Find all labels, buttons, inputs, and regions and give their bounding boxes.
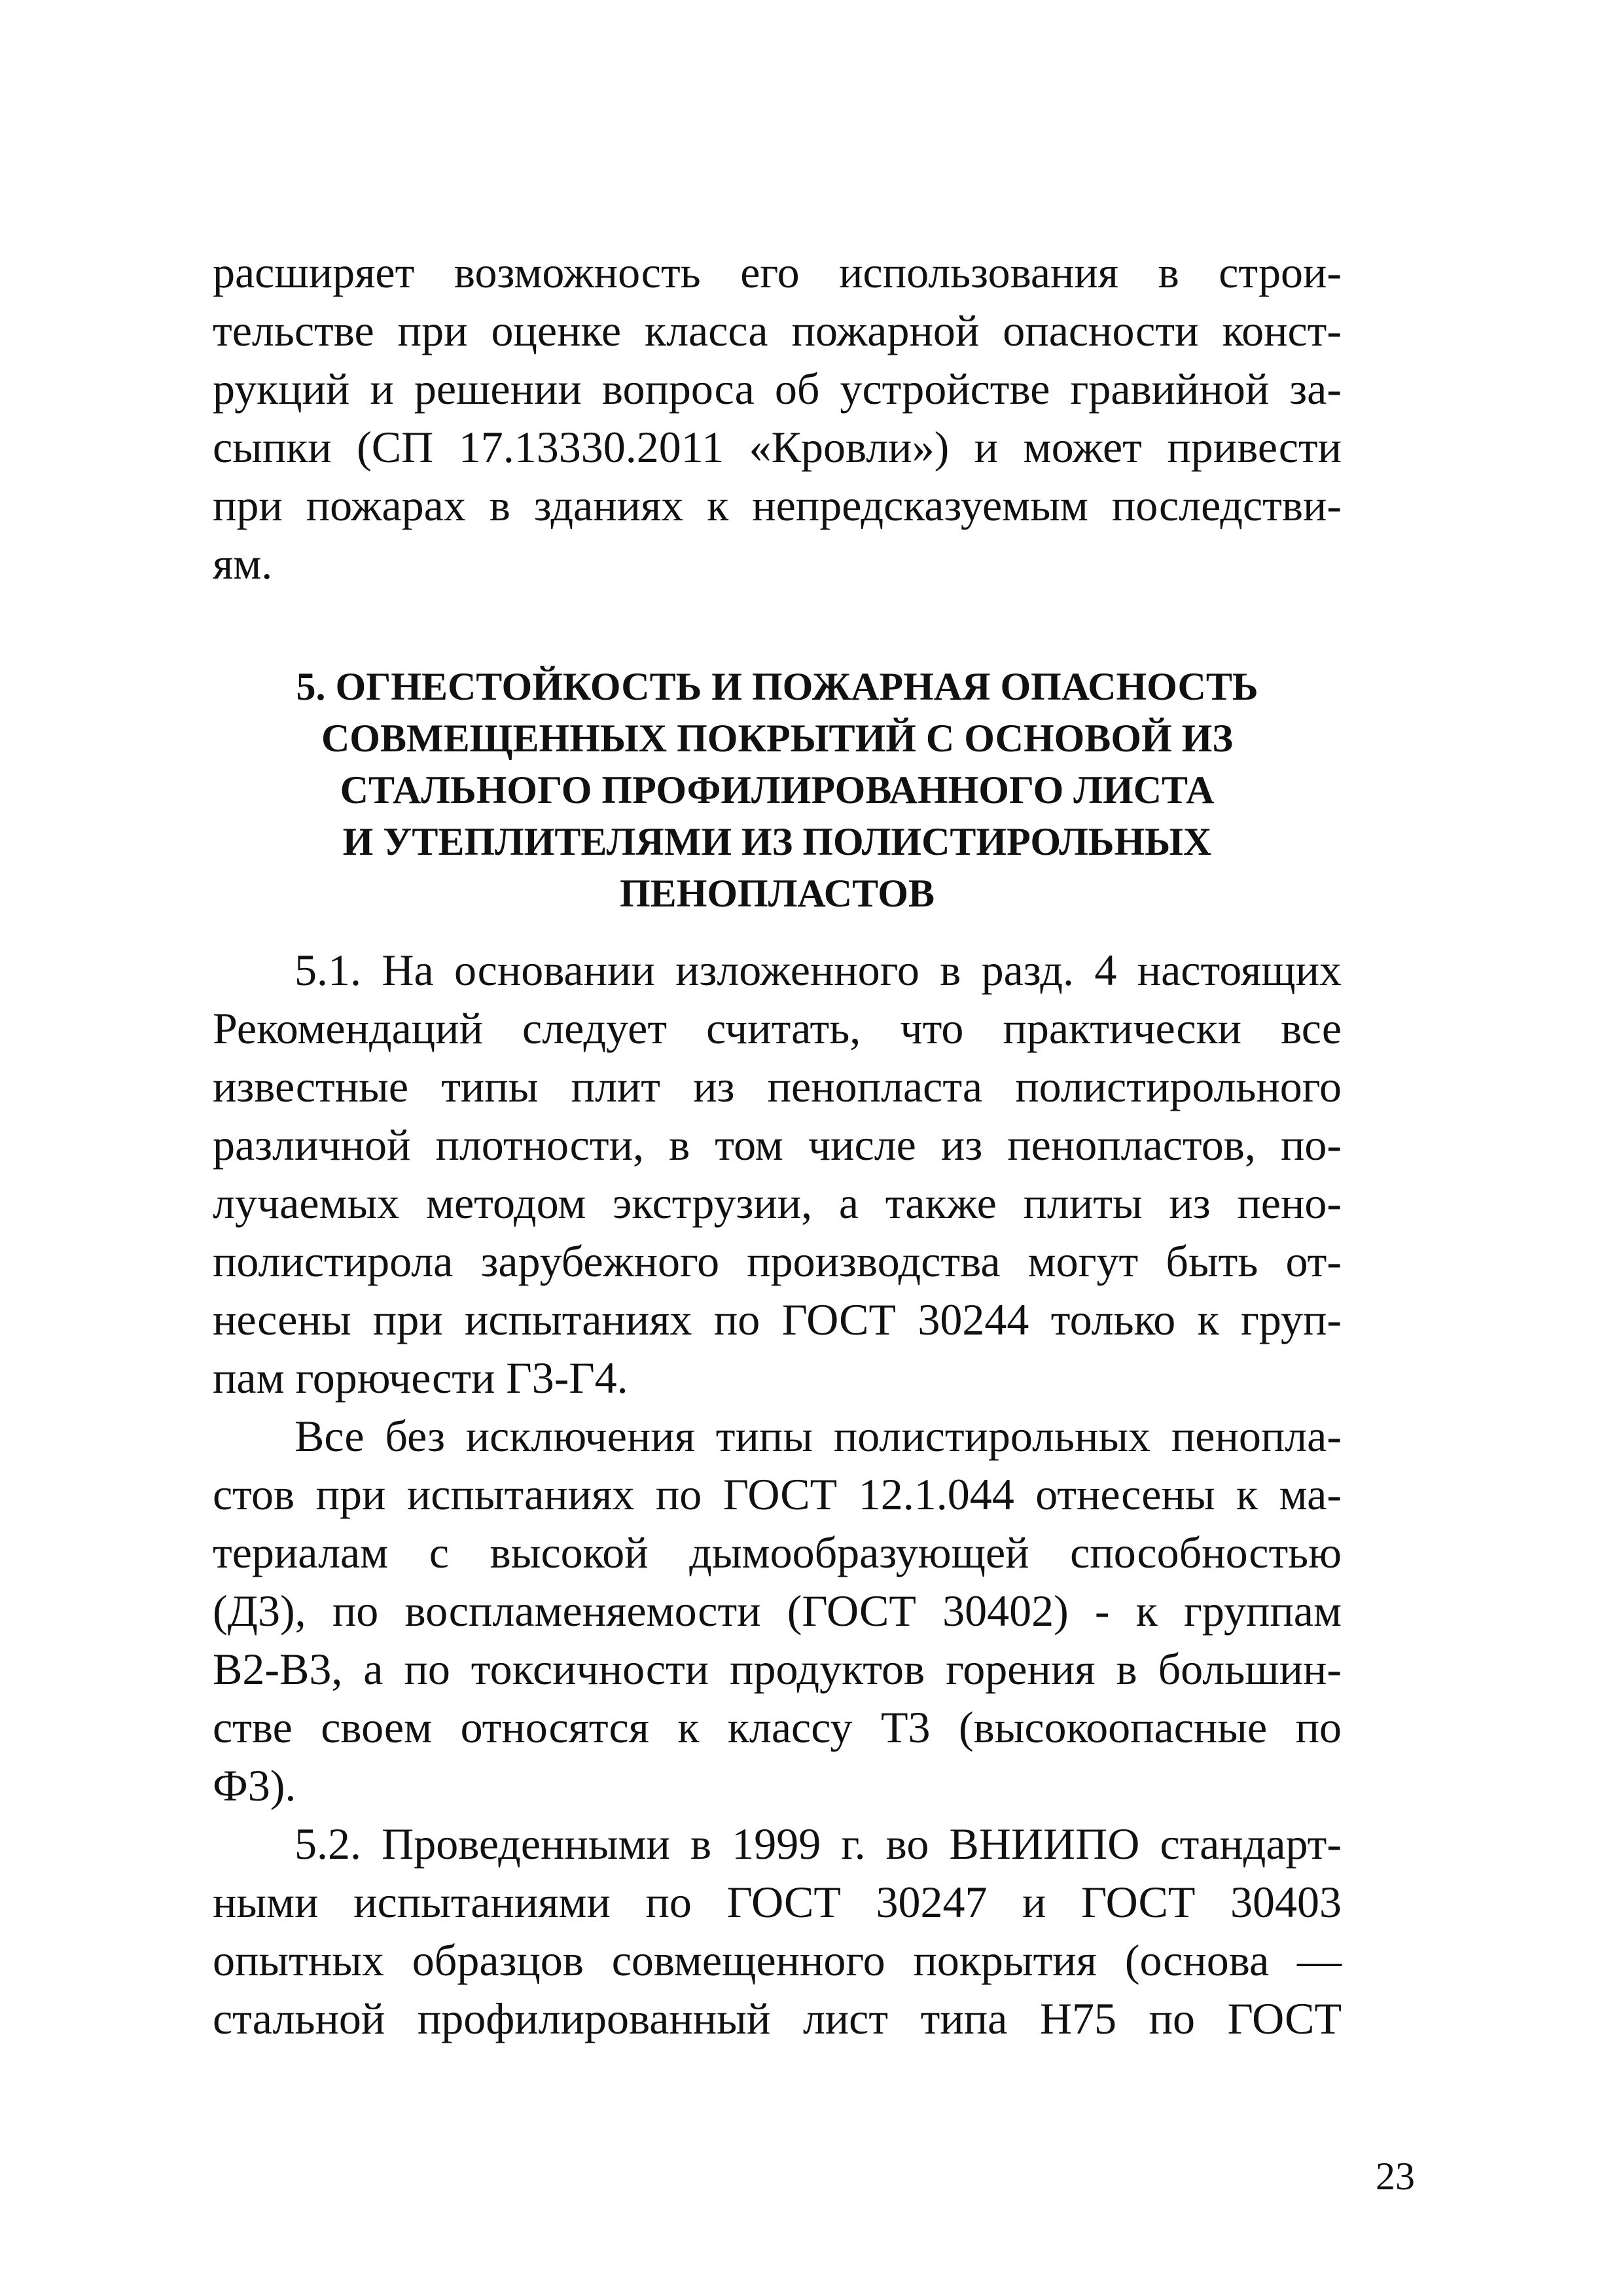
text-line: Ф3). — [213, 1761, 296, 1810]
text-line: несены при испытаниях по ГОСТ 30244 только к груп- — [213, 1295, 1342, 1344]
paragraph-5-1 — [213, 941, 1342, 1407]
text-line: при пожарах в зданиях к непредсказуемым последстви- — [213, 480, 1342, 530]
section-heading — [213, 661, 1342, 920]
text-line: Рекомендаций следует считать, что практически все — [213, 1003, 1342, 1053]
text-line: стов при испытаниях по ГОСТ 12.1.044 отнесены к ма- — [213, 1469, 1342, 1519]
text-line: расширяет возможность его использования в строи- — [213, 247, 1342, 297]
text-line: 5.1. На основании изложенного в разд. 4 настоящих — [294, 945, 1342, 995]
text-line: полистирола зарубежного производства могут быть от- — [213, 1236, 1342, 1286]
text-line: стве своем относятся к классу Т3 (высокоопасные по — [213, 1702, 1342, 1752]
text-line: ям. — [213, 539, 273, 588]
text-line: опытных образцов совмещенного покрытия (основа — — [213, 1935, 1342, 1985]
page-number: 23 — [1376, 2155, 1415, 2198]
text-line: тельстве при оценке класса пожарной опасности конст- — [213, 306, 1342, 355]
text-line: териалам с высокой дымообразующей способностью — [213, 1528, 1342, 1577]
top-paragraph — [213, 243, 1342, 593]
text-line: Все без исключения типы полистирольных пенопла- — [294, 1411, 1342, 1461]
text-line: (Д3), по воспламеняемости (ГОСТ 30402) - к группам — [213, 1586, 1342, 1636]
text-line: пам горючести Г3-Г4. — [213, 1353, 628, 1403]
text-line: рукций и решении вопроса об устройстве гравийной за- — [213, 364, 1342, 414]
heading-line: СОВМЕЩЕННЫХ ПОКРЫТИЙ С ОСНОВОЙ ИЗ — [321, 717, 1234, 760]
text-line: 5.2. Проведенными в 1999 г. во ВНИИПО стандарт- — [294, 1819, 1342, 1869]
heading-line: И УТЕПЛИТЕЛЯМИ ИЗ ПОЛИСТИРОЛЬНЫХ — [342, 820, 1212, 863]
text-line: различной плотности, в том числе из пенопластов, по- — [213, 1120, 1342, 1170]
paragraph-all-types — [213, 1407, 1342, 1815]
heading-line: ПЕНОПЛАСТОВ — [620, 872, 935, 915]
text-line: лучаемых методом экструзии, а также плиты из пено- — [213, 1178, 1342, 1228]
heading-line: СТАЛЬНОГО ПРОФИЛИРОВАННОГО ЛИСТА — [340, 768, 1215, 812]
text-line: стальной профилированный лист типа Н75 по ГОСТ — [213, 1994, 1342, 2043]
paragraph-5-2 — [213, 1815, 1342, 2048]
text-line: В2-В3, а по токсичности продуктов горения в большин- — [213, 1644, 1342, 1694]
text-line: известные типы плит из пенопласта полистирольного — [213, 1062, 1342, 1111]
text-line: сыпки (СП 17.13330.2011 «Кровли») и может привести — [213, 422, 1342, 472]
text-line: ными испытаниями по ГОСТ 30247 и ГОСТ 30403 — [213, 1877, 1342, 1927]
heading-line: 5. ОГНЕСТОЙКОСТЬ И ПОЖАРНАЯ ОПАСНОСТЬ — [296, 665, 1258, 708]
